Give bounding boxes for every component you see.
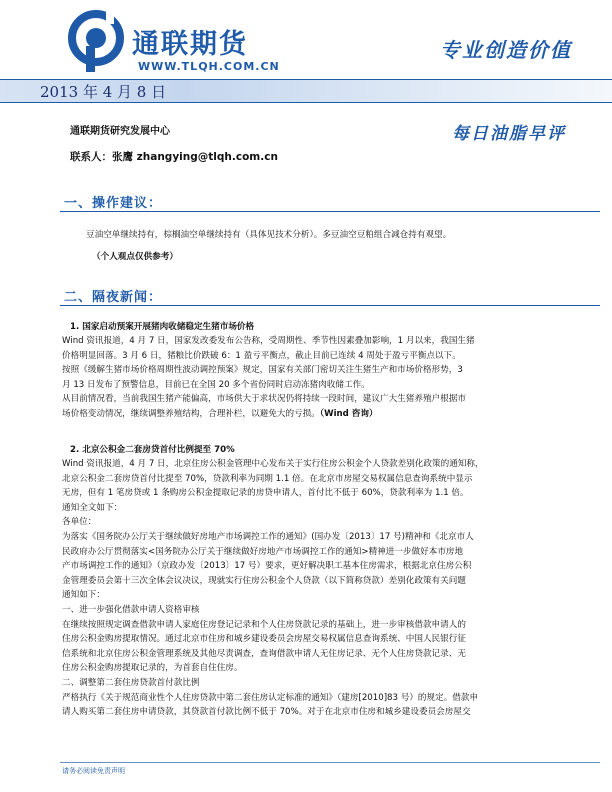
news2-line: 通知全文如下： — [62, 502, 123, 513]
news2-line: 请人购买第二套住房申请贷款，其贷款首付款比例不低于 70%。对于在北京市住房和城乡建设委员会房屋交 — [62, 707, 471, 718]
report-title: 每日油脂早评 — [452, 124, 566, 144]
company-slogan: 专业创造价值 — [440, 38, 572, 62]
section-rule-news — [60, 305, 600, 306]
advice-text: 豆油空单继续持有，棕榈油空单继续持有（具体见技术分析）。多豆油空豆粕组合减仓持有观望。 — [86, 230, 452, 240]
news1-body — [62, 334, 475, 422]
advice-note: （个人观点仅供参考） — [92, 252, 178, 262]
news2-line: 通知如下： — [62, 590, 105, 601]
report-date: 2013 年 4 月 8 日 — [40, 83, 167, 101]
news2-line: 住房公积金购房提取情况。通过北京市住房和城乡建设委员会房屋交易权属信息查询系统、中国人民银行征 — [62, 634, 466, 645]
news2-line: 产市场调控工作的通知》（京政办发〔2013〕17 号）要求，更好解决职工基本住房需求，根据北京住房公积 — [62, 561, 472, 572]
news2-line: 无房，但有 1 笔房贷或 1 条购房公积金提取记录的房贷申请人，首付比不低于 60%，贷款利率为 1.1 倍。 — [62, 488, 469, 499]
news2-title: 2. 北京公积金二套房贷首付比例提至 70% — [70, 445, 235, 455]
news2-line: 严格执行《关于规范商业性个人住房贷款中第二套住房认定标准的通知》（建房[2010]83 号）的规定。借款申 — [62, 692, 479, 703]
news2-body — [62, 457, 484, 720]
date-bar — [0, 80, 612, 102]
logo-mark-icon — [68, 8, 126, 74]
company-website: WWW.TLQH.COM.CN — [138, 60, 280, 73]
news1-title: 1. 国家启动预案开展猪肉收储稳定生猪市场价格 — [70, 322, 255, 332]
news1-line: 价格明显回落。3 月 6 日，猪粮比价跌破 6：1 盈亏平衡点，截止目前已连续 4 周处于盈亏平衡点以下。 — [62, 350, 461, 361]
news1-line: 场价格变动情况，继续调整养殖结构，合理补栏，以避免大的亏损。 — [62, 408, 320, 419]
news2-line: Wind 资讯报道，4 月 7 日，北京住房公积金管理中心发布关于实行住房公积金个人贷款差别化政策的通知称， — [62, 459, 484, 469]
news1-line-last — [62, 407, 475, 422]
contact-info: 联系人：张鹰 zhangying@tlqh.com.cn — [70, 151, 278, 163]
news2-line: 民政府办公厅贯彻落实<国务院办公厅关于继续做好房地产市场调控工作的通知>精神进一步做好本市房地 — [62, 546, 464, 557]
news2-line: 住房公积金购房提取记录的，为首套自住住房。 — [62, 663, 243, 674]
news1-line: 按照《缓解生猪市场价格周期性波动调控预案》规定，国家有关部门密切关注生猪生产和市场价格形势，3 — [62, 365, 463, 376]
news1-line: 月 13 日发布了预警信息，目前已在全国 20 多个省份同时启动冻猪肉收储工作。 — [62, 379, 370, 390]
news2-line: 为落实《国务院办公厅关于继续做好房地产市场调控工作的通知》(国办发〔2013〕17 号)精神和《北京市人 — [62, 531, 474, 542]
news2-line: 在继续按照规定调查借款申请人家庭住房登记记录和个人住房贷款记录的基础上，进一步审核借款申请人的 — [62, 619, 466, 630]
section-heading-advice: 一、操作建议： — [64, 196, 163, 211]
footer-rule — [60, 762, 600, 763]
header-rule-bottom — [0, 102, 612, 103]
news1-line: 从目前情况看，当前我国生猪产能偏高，市场供大于求状况仍将持续一段时间，建议广大生猪养殖户根据市 — [62, 394, 466, 405]
news2-line: 金管理委员会第十三次全体会议决议，现就实行住房公积金个人贷款（以下简称贷款）差别化政策有关问题 — [62, 575, 466, 586]
news1-line: Wind 资讯报道，4 月 7 日，国家发改委发布公告称，受周期性、季节性因素叠加影响，1 月以来，我国生猪 — [62, 336, 475, 346]
footer-disclaimer: 请务必阅读免责声明 — [62, 767, 125, 775]
news2-line: 北京公积金二套房贷首付比提至 70%，贷款利率为同期 1.1 倍。在北京市房屋交易权属信息查询系统中显示 — [62, 473, 473, 484]
org-name: 通联期货研究发展中心 — [70, 126, 170, 137]
news1-source: （Wind 咨询） — [319, 408, 378, 419]
company-logo — [68, 8, 278, 78]
news2-line: 各单位： — [62, 517, 97, 528]
news2-line: 二、调整第二套住房贷款首付款比例 — [62, 677, 200, 688]
section-heading-news: 二、隔夜新闻： — [64, 290, 163, 305]
news2-line: 一、进一步强化借款申请人资格审核 — [62, 604, 200, 615]
company-name: 通联期货 — [132, 29, 248, 60]
section-rule-advice — [60, 211, 600, 212]
news2-line: 信系统和北京住房公积金管理系统及其他尽责调查，查询借款申请人无住房记录、无个人住房贷款记录、无 — [62, 648, 466, 659]
